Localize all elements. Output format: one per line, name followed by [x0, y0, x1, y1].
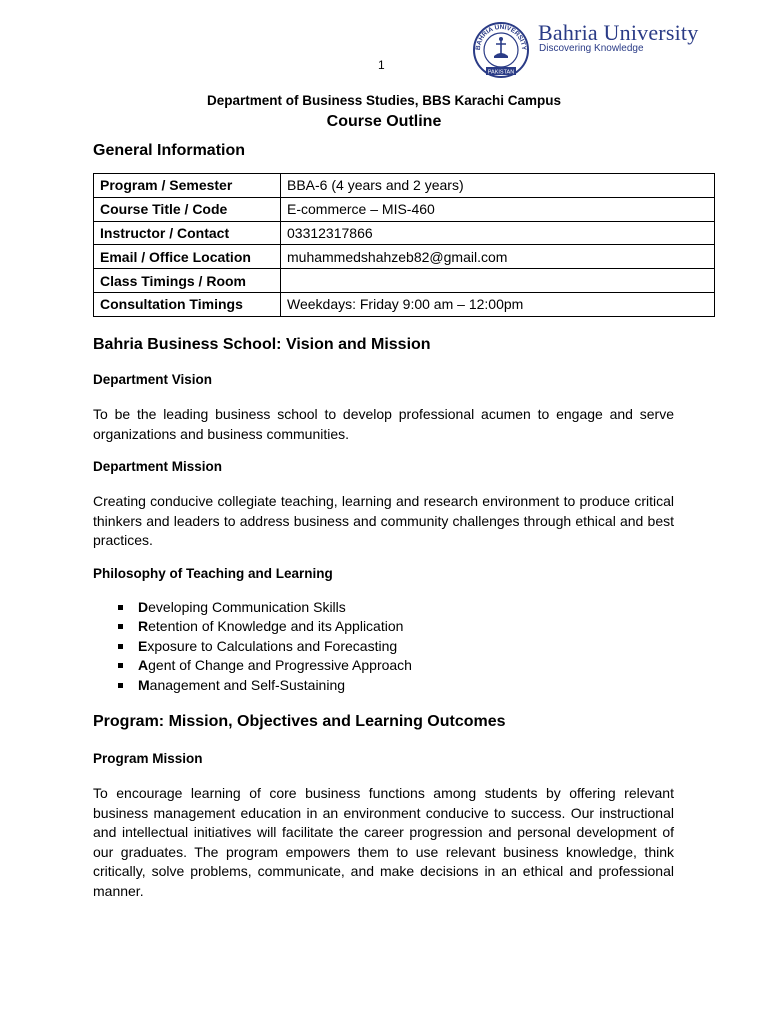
table-cell-label: Consultation Timings [94, 292, 281, 316]
philosophy-heading: Philosophy of Teaching and Learning [93, 566, 333, 581]
program-heading: Program: Mission, Objectives and Learning Outcomes [93, 713, 506, 730]
general-information-heading: General Information [93, 142, 246, 159]
department-vision-heading: Department Vision [93, 372, 213, 387]
list-item-initial: A [138, 657, 149, 674]
table-cell-value: Weekdays: Friday 9:00 am – 12:00pm [281, 292, 715, 316]
table-cell-label: Email / Office Location [94, 245, 281, 269]
list-item-initial: R [138, 618, 149, 635]
list-item [93, 676, 412, 695]
department-title: Department of Business Studies, BBS Karachi Campus [206, 93, 562, 108]
table-cell-label: Course Title / Code [94, 197, 281, 221]
list-item-text: etention of Knowledge and its Application [148, 618, 404, 635]
table-cell-value: E-commerce – MIS-460 [281, 197, 715, 221]
list-item-text: gent of Change and Progressive Approach [148, 657, 412, 674]
table-row [94, 197, 715, 221]
table-cell-value: muhammedshahzeb82@gmail.com [281, 245, 715, 269]
program-mission-text: To encourage learning of core business functions among students by offering relevant business management education in an environment conducive to success. Our instructional and intellectual initiatives will facilitate the career progression and personal development of our graduates. The program empowers them to use relevant business knowledge, think critically, solve problems, communicate, and make decisions in an ethical and professional manner. [93, 785, 674, 899]
svg-text:BAHRIA UNIVERSITY: BAHRIA UNIVERSITY [474, 23, 528, 51]
table-cell-value [281, 269, 715, 293]
list-item-text: anagement and Self-Sustaining [149, 676, 346, 693]
university-name: Bahria University [538, 20, 699, 45]
university-logo [470, 18, 720, 80]
philosophy-list [93, 598, 412, 695]
page-number: 1 [378, 58, 385, 72]
document-title: Course Outline [326, 113, 442, 130]
table-cell-value: 03312317866 [281, 221, 715, 245]
list-item-text: eveloping Communication Skills [148, 599, 346, 615]
table-row [94, 245, 715, 269]
university-tagline: Discovering Knowledge [539, 43, 644, 54]
table-cell-label: Instructor / Contact [94, 221, 281, 245]
program-mission-heading: Program Mission [93, 751, 203, 766]
list-item-initial: M [138, 676, 150, 693]
table-cell-value: BBA-6 (4 years and 2 years) [281, 174, 715, 198]
department-mission-heading: Department Mission [93, 459, 223, 474]
list-item-text: xposure to Calculations and Forecasting [147, 637, 398, 654]
svg-text:PAKISTAN: PAKISTAN [487, 69, 515, 76]
table-cell-label: Class Timings / Room [94, 269, 281, 293]
table-row [94, 269, 715, 293]
general-information-table [93, 173, 715, 317]
table-row [94, 292, 715, 316]
vision-mission-heading: Bahria Business School: Vision and Mission [93, 336, 431, 353]
table-row [94, 174, 715, 198]
list-item [93, 656, 412, 675]
list-item [93, 637, 412, 656]
table-cell-label: Program / Semester [94, 174, 281, 198]
university-seal-icon [470, 20, 532, 78]
department-mission-text: Creating conducive collegiate teaching, learning and research environment to produce critical thinkers and leaders to address business and community challenges through ethical and best practices. [93, 493, 674, 548]
list-item [93, 617, 412, 636]
department-vision-text: To be the leading business school to develop professional acumen to engage and serve organizations and business communities. [93, 406, 674, 442]
list-item [93, 598, 412, 617]
list-item-initial: D [138, 599, 149, 615]
table-row [94, 221, 715, 245]
list-item-initial: E [138, 637, 148, 654]
